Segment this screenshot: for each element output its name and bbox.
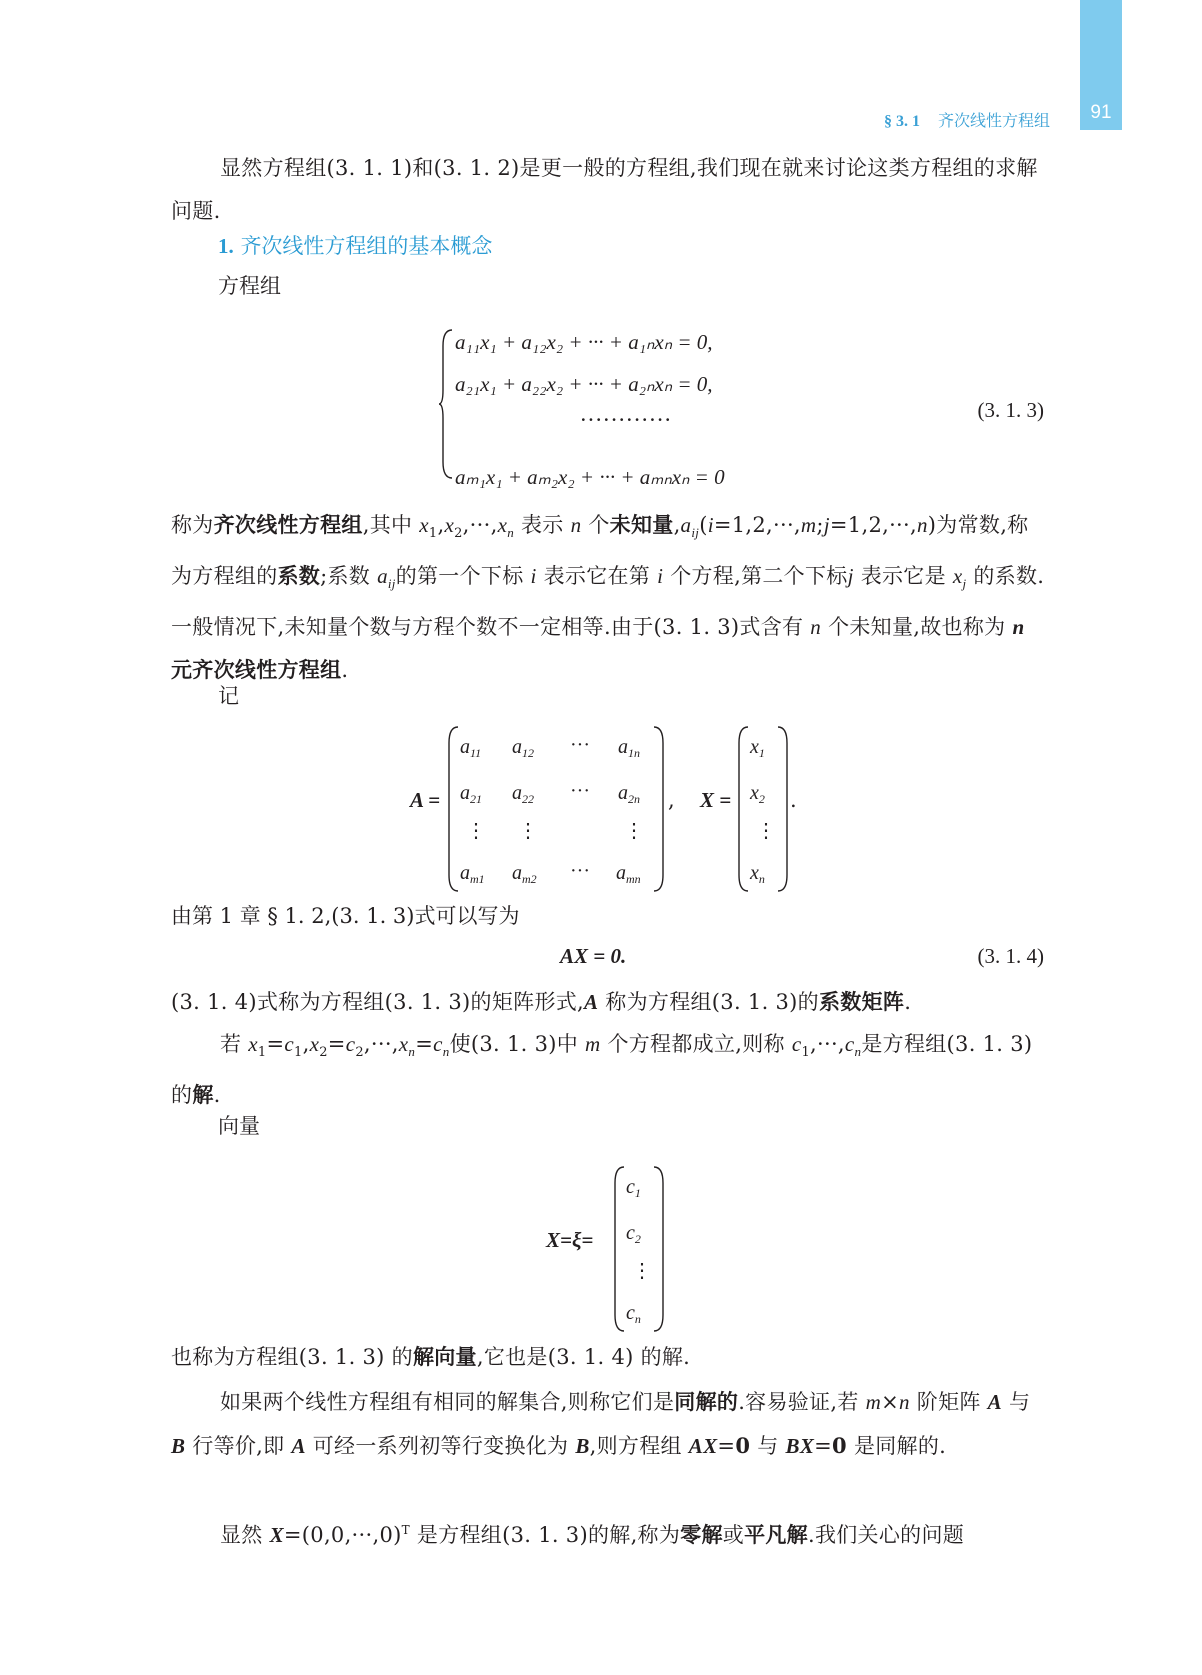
system-row-dots: ············	[580, 408, 673, 432]
intro-paragraph: 显然方程组(3. 1. 1)和(3. 1. 2)是更一般的方程组,我们现在就来讨论这类方程组的求解问题.	[171, 156, 1038, 223]
matrix-A-label: A =	[410, 788, 441, 812]
system-row-m: aₘ₁x₁ + aₘ₂x₂ + ··· + aₘₙxₙ = 0	[455, 465, 725, 489]
system-row-2: a₂₁x₁ + a₂₂x₂ + ··· + a₂ₙxₙ = 0,	[455, 372, 713, 396]
section-number: § 3. 1	[883, 113, 920, 130]
equation-number-3-1-4: (3. 1. 4)	[977, 944, 1044, 968]
svg-text:a12: $a_{12}$	[512, 736, 534, 760]
svg-text:am2: $a_{m2}$	[512, 862, 537, 886]
section-title: 齐次线性方程组	[937, 111, 1050, 130]
running-header	[884, 108, 1050, 131]
matrix-X-label: X =	[700, 788, 732, 812]
chapter-reference: 由第 1 章 § 1. 2,(3. 1. 3)式可以写为	[171, 904, 520, 928]
matrix-A	[448, 725, 664, 893]
svg-text:cn: $c_n$	[626, 1302, 641, 1326]
matrix-lead: 记	[218, 684, 239, 708]
svg-text:c1: $c_1$	[626, 1176, 641, 1200]
svg-text:c2: $c_2$	[626, 1222, 641, 1246]
svg-text:···: ···	[570, 860, 590, 882]
system-row-1: a₁₁x₁ + a₁₂x₂ + ··· + a₁ₙxₙ = 0,	[455, 330, 713, 354]
svg-text:⋮: ⋮	[756, 820, 776, 842]
matrix-period: .	[790, 788, 797, 812]
svg-text:···: ···	[570, 734, 590, 756]
svg-text:am1: $a_{m1}$	[460, 862, 485, 886]
trivial-solution-paragraph: 显然 $X=(0,0,\cdot\cdot\cdot,0)^T$ 是方程组(3. 1. 3)的解,称为零解或平凡解.我们关心的问题	[220, 1523, 965, 1547]
svg-text:⋮: ⋮	[632, 1260, 652, 1282]
matrix-equation: AX = 0.	[560, 944, 627, 968]
vector-lead: 向量	[218, 1114, 260, 1138]
heading-number: 1.	[218, 234, 234, 258]
section-heading	[218, 230, 492, 260]
vector-equation-label: X=ξ=	[546, 1228, 594, 1252]
svg-text:a1n: $a_{1n}$	[618, 736, 640, 760]
matrix-comma: ,	[668, 788, 675, 812]
svg-text:⋮: ⋮	[466, 820, 486, 842]
equivalence-paragraph: 如果两个线性方程组有相同的解集合,则称它们是同解的.容易验证,若 m×n 阶矩阵 A 与 B 行等价,即 A 可经一系列初等行变换化为 B,则方程组 AX=0 与 BX=0 是同解的.	[171, 1390, 1031, 1458]
solution-vector	[614, 1165, 664, 1333]
page-number: 91	[1090, 102, 1112, 123]
svg-text:···: ···	[570, 780, 590, 802]
heading-text: 齐次线性方程组的基本概念	[240, 234, 493, 258]
system-lead: 方程组	[218, 274, 281, 298]
svg-text:⋮: ⋮	[518, 820, 538, 842]
system-brace	[438, 328, 454, 480]
equation-number-3-1-3: (3. 1. 3)	[977, 398, 1044, 422]
solution-vector-paragraph: 也称为方程组(3. 1. 3) 的解向量,它也是(3. 1. 4) 的解.	[171, 1345, 691, 1369]
page-number-tab	[1080, 0, 1122, 130]
svg-text:a21: $a_{21}$	[460, 782, 482, 806]
svg-text:a22: $a_{22}$	[512, 782, 534, 806]
matrix-X	[738, 725, 788, 893]
svg-text:a11: $a_{11}$	[460, 736, 482, 760]
svg-text:xn: $x_n$	[750, 862, 765, 886]
svg-text:a2n: $a_{2n}$	[618, 782, 640, 806]
svg-text:amn: $a_{mn}$	[616, 862, 641, 886]
solution-paragraph: 若 $x_1=c_1,x_2=c_2,\cdot\cdot\cdot,x_n=c_n$使(3. 1. 3)中 m 个方程都成立,则称 $c_1,\cdot\cdot\cdot,c_n$是方程组(3. 1. 3)的解.	[171, 1032, 1033, 1108]
matrix-form-paragraph: (3. 1. 4)式称为方程组(3. 1. 3)的矩阵形式,A 称为方程组(3. 1. 3)的系数矩阵.	[171, 990, 912, 1014]
svg-text:x1: $x_1$	[750, 736, 765, 760]
svg-text:⋮: ⋮	[624, 820, 644, 842]
svg-text:x2: $x_2$	[750, 782, 765, 806]
definition-paragraph: 称为齐次线性方程组,其中 $x_1,x_2,\cdot\cdot\cdot,x_n$ 表示 n 个未知量$,a_{ij}(i=1,2,\cdot\cdot\cdot,m;j=1,2,\cdot\cdot\cdot,n)$为常数,称为方程组的系数;系数 $a_{ij}$的第一个下标 i 表示它在第 i 个方程,第二个下标j 表示它是 $x_j$ 的系数.一般情况下,未知量个数与方程个数不一定相等.由于(3. 1. 3)式含有 n 个未知量,故也称为 n 元齐次线性方程组.	[171, 513, 1045, 683]
